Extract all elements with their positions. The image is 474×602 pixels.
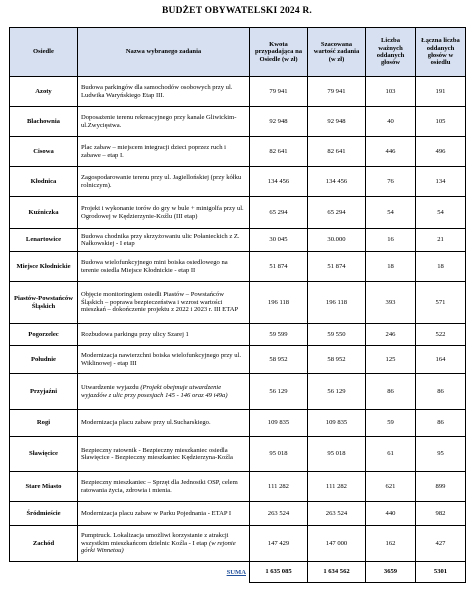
table-row (10, 410, 466, 437)
laczna-value: 86 (416, 374, 466, 410)
summary-laczna: 5301 (416, 562, 466, 583)
liczba-value: 246 (366, 324, 416, 346)
osiedle-name: Stare Miasto (10, 472, 78, 502)
szacowana-value: 30.000 (308, 229, 366, 252)
table-row (10, 437, 466, 472)
task-name: Budowa wielofunkcyjnego mini boiska osiedlowego na terenie osiedla Miejsce Kłodnickie - etap II (78, 252, 250, 282)
laczna-value: 982 (416, 502, 466, 526)
laczna-value: 496 (416, 137, 466, 167)
osiedle-name: Lenartowice (10, 229, 78, 252)
szacowana-value: 65 294 (308, 197, 366, 229)
summary-szacowana: 1 634 562 (308, 562, 366, 583)
task-name: Modernizacja placu zabaw w Parku Pojednania - ETAP I (78, 502, 250, 526)
osiedle-name: Blachownia (10, 107, 78, 137)
task-name: Budowa chodnika przy skrzyżowaniu ulic Połanieckich z Z. Nałkowskiej - I etap (78, 229, 250, 252)
kwota-value: 58 952 (250, 346, 308, 374)
table-row (10, 502, 466, 526)
szacowana-value: 196 118 (308, 282, 366, 324)
task-name: Bezpieczny mieszkaniec – Sprzęt dla Jednostki OSP, celem ratowania życia, zdrowia i mienia. (78, 472, 250, 502)
laczna-value: 427 (416, 526, 466, 562)
task-name: Objęcie monitoringiem osiedli Piastów – Powstańców Śląskich – poprawa bezpieczeństwa i wzrost wartości mieszkań – dokończenie projektu z 2022 i 2023 r. III ETAP (78, 282, 250, 324)
osiedle-name: Przyjaźni (10, 374, 78, 410)
laczna-value: 134 (416, 167, 466, 197)
osiedle-name: Rogi (10, 410, 78, 437)
kwota-value: 30 045 (250, 229, 308, 252)
header-laczna: Łączna liczba oddanych głosów w osiedlu (416, 28, 466, 77)
header-osiedle: Osiedle (10, 28, 78, 77)
liczba-value: 16 (366, 229, 416, 252)
task-name: Utwardzenie wyjazdu (81, 384, 139, 392)
table-row (10, 346, 466, 374)
kwota-value: 263 524 (250, 502, 308, 526)
task-cell (78, 526, 250, 562)
kwota-value: 196 118 (250, 282, 308, 324)
header-kwota: Kwota przypadająca na Osiedle (w zł) (250, 28, 308, 77)
osiedle-name: Południe (10, 346, 78, 374)
osiedle-name: Miejsce Kłodnickie (10, 252, 78, 282)
kwota-value: 82 641 (250, 137, 308, 167)
osiedle-name: Azoty (10, 77, 78, 107)
summary-label[interactable]: SUMA (226, 568, 246, 576)
osiedle-name: Cisowa (10, 137, 78, 167)
table-row (10, 526, 466, 562)
laczna-value: 899 (416, 472, 466, 502)
document-title: BUDŻET OBYWATELSKI 2024 R. (161, 6, 313, 16)
liczba-value: 125 (366, 346, 416, 374)
header-szacowana: Szacowana wartość zadania (w zł) (308, 28, 366, 77)
table-row (10, 107, 466, 137)
task-note: (w rejonie górki Winnetou) (81, 539, 236, 555)
table-row (10, 374, 466, 410)
table-row (10, 472, 466, 502)
laczna-value: 571 (416, 282, 466, 324)
laczna-value: 522 (416, 324, 466, 346)
table-row (10, 137, 466, 167)
laczna-value: 21 (416, 229, 466, 252)
table-row (10, 324, 466, 346)
osiedle-name: Piastów-Powstańców Śląskich (10, 282, 78, 324)
summary-spacer (10, 562, 78, 583)
kwota-value: 79 941 (250, 77, 308, 107)
laczna-value: 18 (416, 252, 466, 282)
kwota-value: 56 129 (250, 374, 308, 410)
summary-row (10, 562, 466, 583)
osiedle-name: Sławięcice (10, 437, 78, 472)
laczna-value: 191 (416, 77, 466, 107)
kwota-value: 92 948 (250, 107, 308, 137)
task-name: Modernizacja nawierzchni boiska wielofunkcyjnego przy ul. Wiklinowej - etap III (78, 346, 250, 374)
laczna-value: 105 (416, 107, 466, 137)
szacowana-value: 111 282 (308, 472, 366, 502)
header-task: Nazwa wybranego zadania (78, 28, 250, 77)
szacowana-value: 79 941 (308, 77, 366, 107)
kwota-value: 111 282 (250, 472, 308, 502)
liczba-value: 59 (366, 410, 416, 437)
task-name: Doposażenie terenu rekreacyjnego przy kanale Gliwickim-ul.Zwycięstwa. (78, 107, 250, 137)
liczba-value: 18 (366, 252, 416, 282)
liczba-value: 103 (366, 77, 416, 107)
liczba-value: 440 (366, 502, 416, 526)
table-row (10, 197, 466, 229)
laczna-value: 95 (416, 437, 466, 472)
summary-liczba: 3659 (366, 562, 416, 583)
table-row (10, 77, 466, 107)
task-cell (78, 374, 250, 410)
table-row (10, 252, 466, 282)
kwota-value: 59 599 (250, 324, 308, 346)
task-name: Pumptruck. Lokalizacja umożliwi korzystanie z atrakcji wszystkim mieszkańcom dzielnic Koźla - I etap (81, 532, 229, 547)
laczna-value: 86 (416, 410, 466, 437)
szacowana-value: 59 550 (308, 324, 366, 346)
osiedle-name: Zachód (10, 526, 78, 562)
liczba-value: 86 (366, 374, 416, 410)
szacowana-value: 56 129 (308, 374, 366, 410)
osiedle-name: Kuźniczka (10, 197, 78, 229)
task-name: Bezpieczny ratownik - Bezpieczny mieszkaniec osiedla Sławięcice - Bezpieczny mieszkaniec Kędzierzyna-Koźla (78, 437, 250, 472)
osiedle-name: Kłodnica (10, 167, 78, 197)
laczna-value: 54 (416, 197, 466, 229)
szacowana-value: 134 456 (308, 167, 366, 197)
table-row (10, 229, 466, 252)
task-name: Projekt i wykonanie torów do gry w bule + minigolfa przy ul. Ogrodowej w Kędzierzynie-Koźlu (III etap) (78, 197, 250, 229)
liczba-value: 162 (366, 526, 416, 562)
table-row (10, 167, 466, 197)
task-name: Zagospodarowanie terenu przy ul. Jagiellońskiej (przy kółku rolniczym). (78, 167, 250, 197)
szacowana-value: 147 000 (308, 526, 366, 562)
szacowana-value: 82 641 (308, 137, 366, 167)
kwota-value: 95 018 (250, 437, 308, 472)
osiedle-name: Pogorzelec (10, 324, 78, 346)
kwota-value: 51 874 (250, 252, 308, 282)
task-name: Budowa parkingów dla samochodów osobowych przy ul. Ludwika Waryńskiego Etap III. (78, 77, 250, 107)
szacowana-value: 263 524 (308, 502, 366, 526)
osiedle-name: Śródmieście (10, 502, 78, 526)
header-liczba: Liczba ważnych oddanych głosów (366, 28, 416, 77)
summary-label-cell (78, 562, 250, 583)
task-name: Modernizacja placu zabaw przy ul.Sucharskiego. (78, 410, 250, 437)
kwota-value: 65 294 (250, 197, 308, 229)
szacowana-value: 58 952 (308, 346, 366, 374)
kwota-value: 147 429 (250, 526, 308, 562)
szacowana-value: 109 835 (308, 410, 366, 437)
szacowana-value: 92 948 (308, 107, 366, 137)
task-name: Plac zabaw – miejscem integracji dzieci poprzez ruch i zabawe – etap I. (78, 137, 250, 167)
szacowana-value: 51 874 (308, 252, 366, 282)
kwota-value: 134 456 (250, 167, 308, 197)
liczba-value: 40 (366, 107, 416, 137)
liczba-value: 393 (366, 282, 416, 324)
liczba-value: 54 (366, 197, 416, 229)
liczba-value: 61 (366, 437, 416, 472)
table-row (10, 282, 466, 324)
summary-kwota: 1 635 085 (250, 562, 308, 583)
budget-table (9, 27, 466, 583)
liczba-value: 621 (366, 472, 416, 502)
laczna-value: 164 (416, 346, 466, 374)
task-note: (Projekt obejmuje utwardzenie wyjazdów z ulic przy posesjach 145 - 146 oraz 49 i49a) (81, 384, 228, 399)
kwota-value: 109 835 (250, 410, 308, 437)
liczba-value: 76 (366, 167, 416, 197)
liczba-value: 446 (366, 137, 416, 167)
task-name: Rozbudowa parkingu przy ulicy Szarej 1 (78, 324, 250, 346)
table-header-row (10, 28, 466, 77)
szacowana-value: 95 018 (308, 437, 366, 472)
